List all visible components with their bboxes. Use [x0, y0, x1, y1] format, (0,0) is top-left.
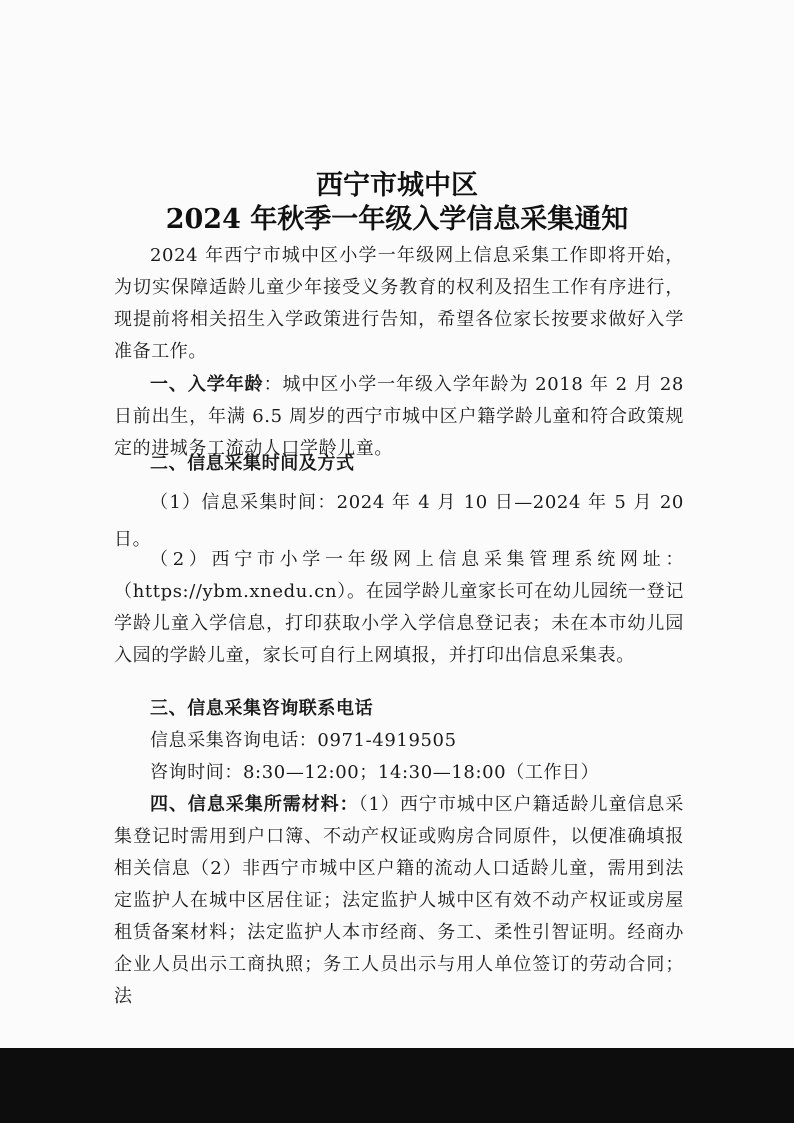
section-2-item-2: （2）西宁市小学一年级网上信息采集管理系统网址：（https://ybm.xnedu.cn）。在园学龄儿童家长可在幼儿园统一登记学龄儿童入学信息，打印获取小学入学信息登记表；未在本市幼儿园入园的学龄儿童，家长可自行上网填报，并打印出信息采集表。: [114, 549, 684, 666]
section-3-heading: 三、信息采集咨询联系电话: [150, 698, 374, 719]
section-4-paragraph: [114, 789, 684, 1013]
consult-hours: 咨询时间：8:30—12:00；14:30—18:00（工作日）: [150, 762, 600, 783]
intro-paragraph: 2024 年西宁市城中区小学一年级网上信息采集工作即将开始，为切实保障适龄儿童少年接受义务教育的权利及招生工作有序进行，现提前将相关招生入学政策进行告知，希望各位家长按要求做好入学准备工作。: [114, 245, 684, 362]
title-line-1: 西宁市城中区: [316, 170, 478, 201]
section-2-item-1: （1）信息采集时间：2024 年 4 月 10 日—2024 年 5 月 20 日。: [114, 492, 684, 550]
section-1-text: ：城中区小学一年级入学年龄为 2018 年 2 月 28 日前出生，年满 6.5 周岁的西宁市城中区户籍学龄儿童和符合政策规定的进城务工流动人口学龄儿童。: [114, 374, 684, 459]
section-1-heading: 一、入学年龄: [150, 374, 264, 395]
scan-bottom-edge: [0, 1048, 794, 1123]
consult-phone: 信息采集咨询电话：0971-4919505: [150, 730, 457, 751]
section-2-heading: 二、信息采集时间及方式: [150, 453, 355, 474]
section-4-heading: 四、信息采集所需材料：: [150, 794, 359, 815]
section-4-text: （1）西宁市城中区户籍适龄儿童信息采集登记时需用到户口簿、不动产权证或购房合同原件，以便准确填报相关信息（2）非西宁市城中区户籍的流动人口适龄儿童，需用到法定监护人在城中区居住证；法定监护人城中区有效不动产权证或房屋租赁备案材料；法定监护人本市经商、务工、柔性引智证明。经商办企业人员出示工商执照；务工人员出示与用人单位签订的劳动合同；法: [114, 794, 684, 1007]
title-line-2: 2024 年秋季一年级入学信息采集通知: [165, 204, 629, 235]
